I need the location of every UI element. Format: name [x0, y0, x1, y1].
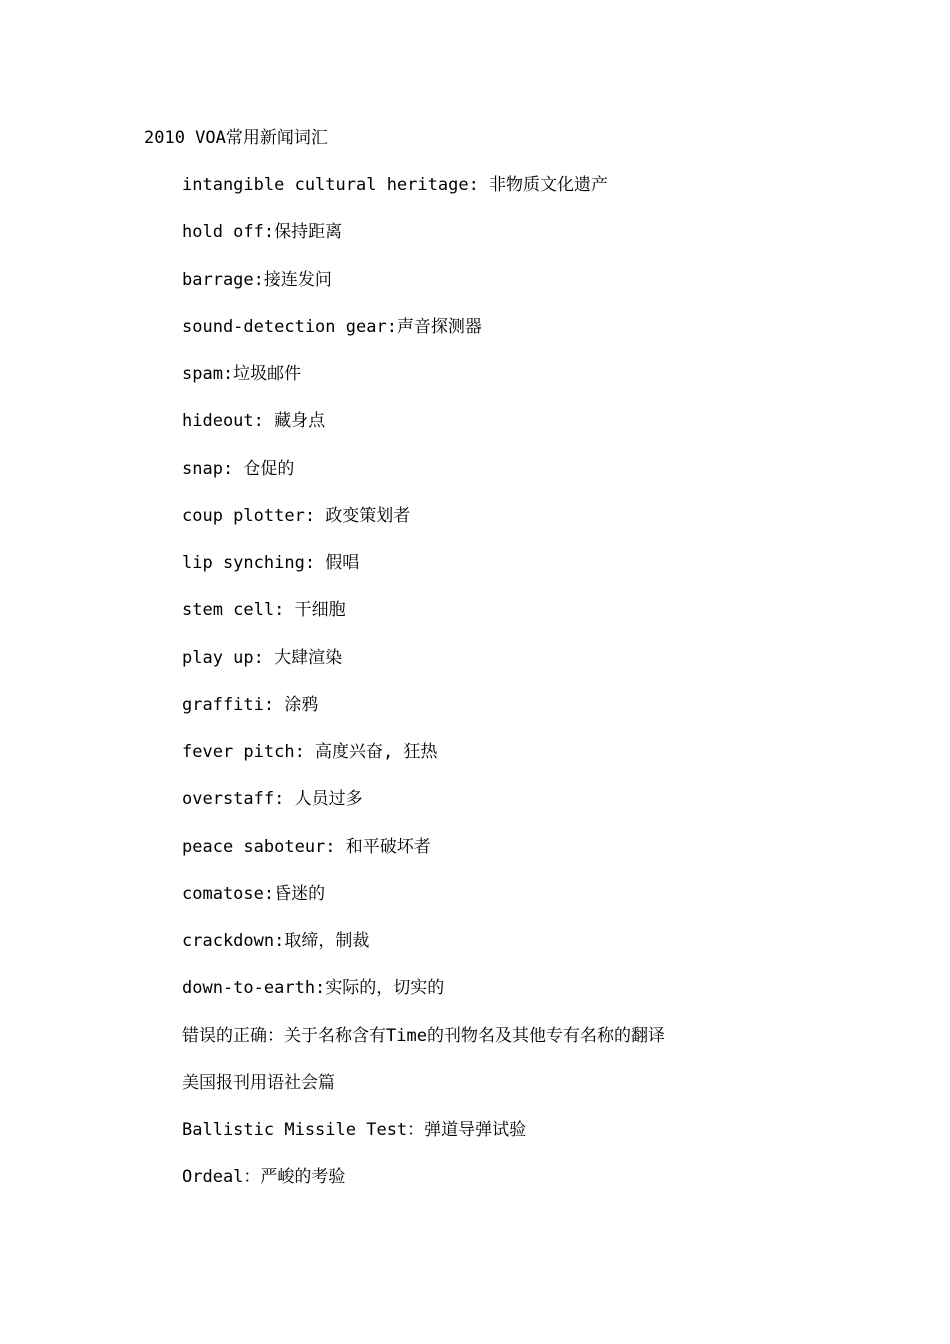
vocabulary-entry: Ballistic Missile Test：弹道导弹试验 — [182, 1120, 527, 1140]
vocabulary-entry: spam:垃圾邮件 — [182, 364, 302, 384]
vocabulary-entry: lip synching: 假唱 — [182, 553, 360, 573]
vocabulary-list — [182, 173, 665, 1213]
vocabulary-entry: coup plotter: 政变策划者 — [182, 505, 411, 526]
vocabulary-entry: 错误的正确：关于名称含有Time的刊物名及其他专有名称的翻译 — [182, 1025, 665, 1046]
vocabulary-entry: snap: 仓促的 — [182, 458, 295, 479]
vocabulary-entry: graffiti: 涂鸦 — [182, 694, 319, 715]
vocabulary-entry: Ordeal：严峻的考验 — [182, 1167, 346, 1188]
vocabulary-entry: overstaff: 人员过多 — [182, 789, 363, 810]
vocabulary-entry: barrage:接连发问 — [182, 269, 332, 290]
vocabulary-entry: fever pitch: 高度兴奋, 狂热 — [182, 742, 438, 762]
vocabulary-entry: intangible cultural heritage: 非物质文化遗产 — [182, 175, 609, 195]
vocabulary-entry: down-to-earth:实际的，切实的 — [182, 978, 445, 999]
vocabulary-entry: play up: 大肆渲染 — [182, 647, 343, 668]
document-title: 2010 VOA常用新闻词汇 — [144, 128, 328, 148]
vocabulary-entry: sound-detection gear:声音探测器 — [182, 316, 482, 337]
vocabulary-entry: 美国报刊用语社会篇 — [182, 1072, 335, 1093]
vocabulary-entry: comatose:昏迷的 — [182, 883, 326, 904]
vocabulary-entry: crackdown:取缔，制裁 — [182, 931, 370, 951]
vocabulary-entry: peace saboteur: 和平破坏者 — [182, 836, 431, 857]
vocabulary-entry: hideout: 藏身点 — [182, 411, 326, 432]
vocabulary-entry: hold off:保持距离 — [182, 222, 343, 243]
vocabulary-entry: stem cell: 干细胞 — [182, 600, 346, 621]
